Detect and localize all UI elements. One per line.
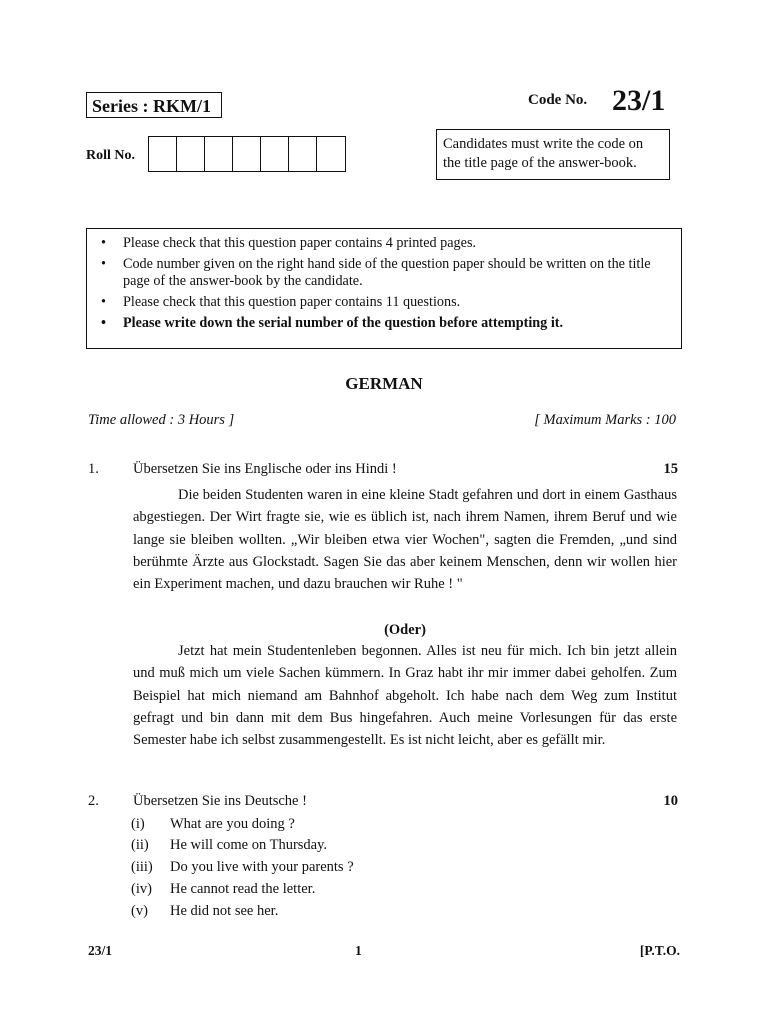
item-numeral: (iii) (131, 859, 153, 875)
instruction-item (99, 315, 671, 332)
subject-title: GERMAN (345, 374, 423, 393)
item-text: He did not see her. (170, 903, 279, 919)
question-1-number: 1. (88, 461, 99, 477)
instructions-list (99, 235, 671, 332)
question-1-marks: 15 (663, 461, 678, 477)
item-numeral: (i) (131, 816, 145, 832)
item-text: What are you doing ? (170, 816, 295, 832)
question-1-passage-1: Die beiden Studenten waren in eine kleine Stadt gefahren und dort in einem Gasthaus abgestiegen. Der Wirt fragte sie, wie es üblich ist, nach ihrem Namen, ihrem Beruf und wie lange sie bleiben wollten. „Wir bleiben etwa vier Wochen", sagten die Fremden, „und sind berühmte Ärzte aus Glockstadt. Sagen Sie das aber keinem Menschen, denn wir wollen hier ein Experiment machen, und dazu brauchen wir Ruhe ! " (133, 487, 677, 593)
maximum-marks: [ Maximum Marks : 100 (534, 412, 676, 428)
instruction-item (99, 294, 671, 311)
item-numeral: (v) (131, 903, 148, 919)
roll-number-cell[interactable] (317, 137, 345, 171)
footer-page-number: 1 (355, 943, 362, 958)
question-2-number: 2. (88, 793, 99, 809)
question-1-passage-2: Jetzt hat mein Studentenleben begonnen. Alles ist neu für mich. Ich bin jetzt allein und muß mich um viele Sachen kümmern. In Graz habt ihr mir immer dabei geholfen. Zum Beispiel hat mich niemand am Bahnhof abgeholt. Ich habe nach dem Weg zum Institut gefragt und bin dann mit dem Bus hingefahren. Auch meine Vorlesungen für das erste Semester habe ich selbst zusammengestellt. Es ist nicht leicht, aber es gefällt mir. (133, 643, 677, 749)
roll-number-boxes[interactable] (148, 136, 346, 172)
instruction-text: Please write down the serial number of the question before attempting it. (123, 315, 564, 331)
question-2-marks: 10 (663, 793, 678, 809)
instruction-item (99, 256, 671, 290)
code-number-value: 23/1 (612, 84, 666, 117)
code-number-label: Code No. (528, 92, 588, 108)
bullet-icon: • (101, 235, 106, 251)
roll-number-label: Roll No. (86, 148, 135, 163)
question-2-prompt: Übersetzen Sie ins Deutsche ! (133, 793, 307, 809)
item-text: Do you live with your parents ? (170, 859, 354, 875)
series-label: Series : RKM/1 (86, 92, 222, 118)
bullet-icon: • (101, 256, 106, 272)
instruction-text: Please check that this question paper contains 11 questions. (123, 294, 461, 310)
roll-number-cell[interactable] (261, 137, 289, 171)
roll-number-cell[interactable] (233, 137, 261, 171)
instruction-text: Please check that this question paper contains 4 printed pages. (123, 235, 477, 251)
bullet-icon: • (101, 294, 106, 310)
question-1-prompt: Übersetzen Sie ins Englische oder ins Hindi ! (133, 461, 397, 477)
code-instruction-note: Candidates must write the code on the title page of the answer-book. (436, 129, 670, 180)
or-divider: (Oder) (384, 622, 426, 638)
item-text: He cannot read the letter. (170, 881, 316, 897)
instructions-box (86, 228, 682, 349)
footer-code: 23/1 (88, 943, 113, 958)
item-numeral: (iv) (131, 881, 152, 897)
footer-pto: [P.T.O. (639, 943, 680, 958)
roll-number-cell[interactable] (177, 137, 205, 171)
item-text: He will come on Thursday. (170, 837, 328, 853)
item-numeral: (ii) (131, 837, 149, 853)
roll-number-cell[interactable] (149, 137, 177, 171)
instruction-text: Code number given on the right hand side of the question paper should be written on the title page of the answer-book by the candidate. (123, 256, 651, 289)
time-allowed: Time allowed : 3 Hours ] (88, 412, 235, 428)
instruction-item (99, 235, 671, 252)
bullet-icon: • (101, 315, 106, 331)
roll-number-cell[interactable] (205, 137, 233, 171)
roll-number-cell[interactable] (289, 137, 317, 171)
